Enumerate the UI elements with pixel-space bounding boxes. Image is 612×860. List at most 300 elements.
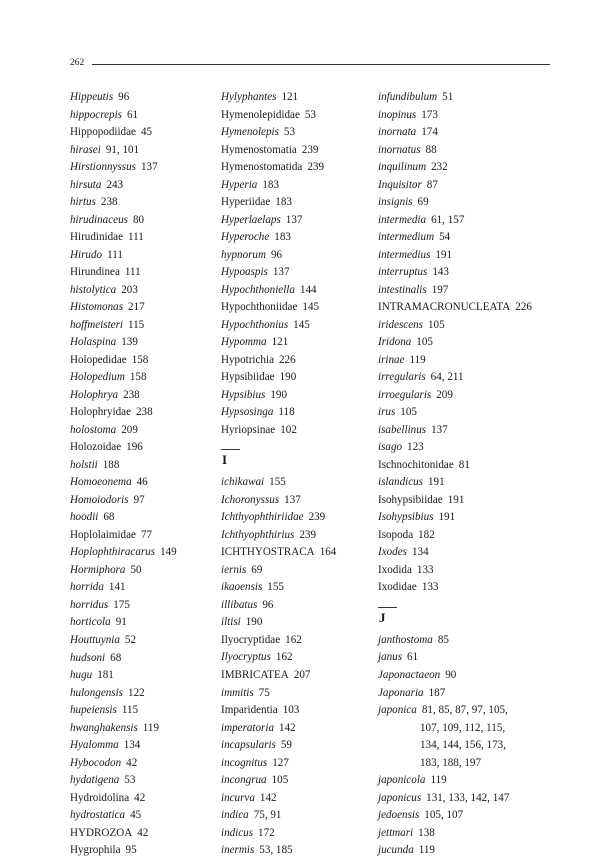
index-page-numbers: 139 bbox=[121, 336, 138, 349]
index-term: japonicus bbox=[378, 791, 422, 804]
index-term: janthostoma bbox=[378, 633, 433, 646]
index-entry bbox=[378, 457, 528, 475]
index-term: inopinus bbox=[378, 108, 417, 121]
index-entry bbox=[70, 229, 220, 247]
index-term: Ixodes bbox=[378, 546, 407, 559]
index-entry bbox=[221, 492, 371, 510]
index-page-numbers: 188 bbox=[102, 458, 120, 471]
index-page-numbers: 239 bbox=[307, 161, 324, 174]
index-page-numbers: 172 bbox=[258, 826, 275, 839]
index-term: Ichthyophthiriidae bbox=[221, 511, 304, 524]
index-entry bbox=[70, 282, 220, 300]
index-entry bbox=[378, 842, 528, 860]
index-term: Hymenostomatia bbox=[221, 143, 297, 156]
index-term: indicus bbox=[221, 826, 254, 839]
index-entry bbox=[378, 807, 528, 825]
index-page-numbers: 183 bbox=[275, 196, 292, 209]
index-entry bbox=[221, 247, 371, 265]
index-page-numbers: 196 bbox=[126, 441, 143, 454]
index-entry bbox=[378, 492, 528, 510]
index-entry bbox=[221, 509, 371, 527]
index-entry bbox=[221, 842, 371, 860]
index-term: Hirundinea bbox=[70, 266, 120, 279]
index-term: ikaoensis bbox=[221, 581, 263, 594]
index-term: IMBRICATEA bbox=[221, 668, 289, 681]
index-term: iernis bbox=[221, 563, 247, 576]
index-term: inquilinum bbox=[378, 161, 427, 174]
index-page-numbers: 69 bbox=[417, 196, 429, 209]
index-entry bbox=[70, 632, 220, 650]
index-term: Hybocodon bbox=[70, 756, 122, 769]
index-entry bbox=[221, 825, 371, 843]
index-entry bbox=[378, 702, 528, 720]
index-page-numbers: 203 bbox=[121, 283, 138, 296]
index-term: japonica bbox=[378, 704, 417, 717]
index-term: intermedia bbox=[378, 213, 427, 226]
index-entry bbox=[221, 369, 371, 387]
index-entry bbox=[378, 474, 528, 492]
index-entry bbox=[221, 404, 371, 422]
index-term: hwanghakensis bbox=[70, 721, 138, 734]
index-entry bbox=[221, 229, 371, 247]
index-entry bbox=[378, 142, 528, 160]
index-term: hulongensis bbox=[70, 686, 124, 699]
index-page-numbers: 209 bbox=[121, 423, 138, 436]
index-page-numbers: 149 bbox=[160, 546, 177, 559]
index-term: Isopoda bbox=[378, 528, 414, 541]
index-entry bbox=[221, 334, 371, 352]
section-letter-heading: J bbox=[379, 609, 386, 625]
index-term: Hypomma bbox=[221, 336, 267, 349]
index-entry bbox=[70, 790, 220, 808]
index-page-numbers: 137 bbox=[285, 213, 303, 226]
index-term: intermedius bbox=[378, 248, 431, 261]
index-term: ichikawai bbox=[221, 476, 265, 489]
index-term: hydatigena bbox=[70, 774, 120, 787]
index-page-numbers: 119 bbox=[418, 844, 435, 857]
index-page-numbers: 80 bbox=[132, 213, 145, 226]
index-page-numbers: 158 bbox=[131, 353, 149, 366]
index-page-numbers: 141 bbox=[108, 581, 126, 594]
index-page-numbers: 53 bbox=[304, 108, 316, 121]
index-entry bbox=[70, 544, 220, 562]
index-entry bbox=[70, 650, 220, 668]
index-term: Hirudo bbox=[70, 248, 103, 261]
index-page-numbers: 155 bbox=[267, 581, 284, 594]
index-term: Hypochthonius bbox=[221, 318, 289, 331]
index-entry bbox=[70, 509, 220, 527]
index-term: Hirstionnyssus bbox=[70, 161, 136, 174]
index-page-numbers: 137 bbox=[272, 266, 290, 279]
index-page-numbers: 115 bbox=[128, 318, 145, 331]
index-entry bbox=[221, 702, 371, 720]
index-entry bbox=[221, 177, 371, 195]
index-term: Hypsosinga bbox=[221, 406, 274, 419]
index-term: Ixodidae bbox=[378, 581, 417, 594]
index-term: Japonactaeon bbox=[378, 668, 441, 681]
index-term: inornata bbox=[378, 126, 417, 139]
index-entry bbox=[70, 387, 220, 405]
index-term: Hormiphora bbox=[70, 563, 126, 576]
index-page-numbers: 91 bbox=[115, 616, 127, 629]
index-term: hirasei bbox=[70, 143, 101, 156]
index-term: islandicus bbox=[378, 476, 423, 489]
index-entry-continuation bbox=[378, 755, 528, 773]
index-page-numbers: 197 bbox=[431, 283, 449, 296]
index-term: Ichoronyssus bbox=[221, 493, 280, 506]
index-term: Histomonas bbox=[70, 301, 124, 314]
index-term: irus bbox=[378, 406, 396, 419]
index-entry bbox=[70, 825, 220, 843]
index-page-numbers: 162 bbox=[275, 651, 293, 664]
index-term: Ixodida bbox=[378, 563, 412, 576]
index-entry bbox=[378, 825, 528, 843]
index-page-numbers: 187 bbox=[428, 686, 446, 699]
index-entry bbox=[221, 614, 371, 632]
index-term: Homoiodoris bbox=[70, 493, 129, 506]
index-page-numbers: 134 bbox=[123, 739, 141, 752]
index-entry bbox=[70, 474, 220, 492]
index-entry bbox=[221, 737, 371, 755]
index-page-numbers: 42 bbox=[126, 756, 138, 769]
index-page-numbers: 145 bbox=[293, 318, 310, 331]
index-entry bbox=[221, 124, 371, 142]
index-entry bbox=[70, 842, 220, 860]
index-entry bbox=[70, 614, 220, 632]
index-page-numbers: 87 bbox=[426, 178, 438, 191]
index-term: Hygrophila bbox=[70, 844, 121, 857]
index-page-numbers: 102 bbox=[280, 423, 297, 436]
index-page-numbers: 85 bbox=[437, 633, 449, 646]
index-term: infundibulum bbox=[378, 91, 438, 103]
index-entry bbox=[70, 422, 220, 440]
index-page-numbers: 105 bbox=[400, 406, 417, 419]
index-term: horridus bbox=[70, 598, 109, 611]
index-entry bbox=[221, 579, 371, 597]
index-term: imperatoria bbox=[221, 721, 275, 734]
index-page-numbers: 46 bbox=[136, 476, 148, 489]
index-page-numbers: 103 bbox=[282, 704, 300, 717]
index-page-numbers: 243 bbox=[106, 178, 124, 191]
index-entry bbox=[70, 685, 220, 703]
index-term: horticola bbox=[70, 616, 111, 629]
index-page-numbers: 209 bbox=[436, 388, 453, 401]
index-page-numbers: 226 bbox=[279, 353, 296, 366]
index-page-numbers: 96 bbox=[262, 598, 274, 611]
index-term: Hymenolepis bbox=[221, 126, 279, 139]
index-entry bbox=[221, 212, 371, 230]
index-term: irroegularis bbox=[378, 388, 432, 401]
index-term: HYDROZOA bbox=[70, 826, 133, 839]
index-term: hypnorum bbox=[221, 248, 266, 261]
index-page-numbers: 51 bbox=[442, 91, 454, 103]
index-page-numbers: 91, 101 bbox=[105, 143, 140, 156]
index-page-numbers: 190 bbox=[270, 388, 288, 401]
index-page-numbers: 190 bbox=[279, 371, 297, 384]
index-entry bbox=[70, 212, 220, 230]
index-page-numbers: 173 bbox=[421, 108, 438, 121]
index-entry bbox=[70, 159, 220, 177]
index-page-numbers: 59 bbox=[280, 739, 292, 752]
index-page-numbers: 53 bbox=[124, 774, 136, 787]
index-term: horrida bbox=[70, 581, 104, 594]
index-term: hupeiensis bbox=[70, 704, 117, 717]
index-term: Isohypsibius bbox=[378, 511, 434, 524]
index-term: irinae bbox=[378, 353, 405, 366]
index-term: janus bbox=[378, 651, 403, 664]
index-page-numbers: 50 bbox=[130, 563, 142, 576]
index-page-numbers: 115 bbox=[121, 704, 139, 717]
index-term: histolytica bbox=[70, 283, 117, 296]
index-page-numbers: 75, 91 bbox=[253, 809, 282, 822]
index-term: Inquisitor bbox=[378, 178, 422, 191]
index-term: hoffmeisteri bbox=[70, 318, 123, 331]
index-term: intermedium bbox=[378, 231, 435, 244]
index-page-numbers: 239 bbox=[301, 143, 319, 156]
index-page-numbers: 77 bbox=[140, 528, 153, 541]
index-term: Hyperlaelaps bbox=[221, 213, 281, 226]
index-entry bbox=[70, 755, 220, 773]
index-page-numbers: 54 bbox=[439, 231, 451, 244]
index-entry bbox=[378, 264, 528, 282]
index-entry bbox=[221, 667, 371, 685]
index-term: incognitus bbox=[221, 756, 268, 769]
index-term: Hyperoche bbox=[221, 231, 270, 244]
index-entry bbox=[378, 159, 528, 177]
index-entry bbox=[70, 247, 220, 265]
index-page-numbers: 217 bbox=[128, 301, 145, 314]
index-entry bbox=[378, 124, 528, 142]
index-term: Holopedium bbox=[70, 371, 125, 384]
index-page-numbers: 239 bbox=[299, 528, 316, 541]
index-page-numbers: 111 bbox=[124, 266, 141, 279]
index-term: hudsoni bbox=[70, 651, 106, 664]
index-term: Holophryidae bbox=[70, 406, 131, 419]
index-entry bbox=[70, 124, 220, 142]
index-term: holostoma bbox=[70, 423, 117, 436]
index-term: inornatus bbox=[378, 143, 421, 156]
index-page-numbers: 183, 188, 197 bbox=[420, 756, 482, 769]
index-term: Hydroidolina bbox=[70, 791, 130, 804]
index-entry bbox=[378, 229, 528, 247]
index-term: indica bbox=[221, 809, 249, 822]
index-term: inermis bbox=[221, 844, 255, 857]
index-term: Hirudinidae bbox=[70, 231, 123, 244]
index-entry bbox=[378, 352, 528, 370]
index-page-numbers: 162 bbox=[285, 633, 302, 646]
index-page-numbers: 142 bbox=[259, 791, 277, 804]
index-entry bbox=[221, 685, 371, 703]
index-page-numbers: 137 bbox=[284, 493, 301, 506]
index-page-numbers: 69 bbox=[251, 563, 263, 576]
index-entry bbox=[70, 334, 220, 352]
index-term: Iridona bbox=[378, 336, 412, 349]
index-page-numbers: 232 bbox=[431, 161, 448, 174]
index-term: ICHTHYOSTRACA bbox=[221, 546, 315, 559]
index-term: Hymenostomatida bbox=[221, 161, 303, 174]
index-entry bbox=[378, 369, 528, 387]
index-page-numbers: 111 bbox=[128, 231, 144, 244]
index-term: isago bbox=[378, 441, 403, 454]
index-entry bbox=[221, 142, 371, 160]
index-entry bbox=[221, 89, 371, 107]
index-page-numbers: 142 bbox=[279, 721, 296, 734]
index-page-numbers: 45 bbox=[140, 126, 153, 139]
index-page-numbers: 97 bbox=[133, 493, 145, 506]
index-page-numbers: 183 bbox=[274, 231, 291, 244]
index-term: incapsularis bbox=[221, 739, 276, 752]
index-page-numbers: 68 bbox=[103, 511, 115, 524]
index-page-numbers: 191 bbox=[435, 248, 453, 261]
index-term: intestinalis bbox=[378, 283, 427, 296]
index-page-numbers: 182 bbox=[418, 528, 435, 541]
index-entry bbox=[221, 474, 371, 492]
index-term: Hyalomma bbox=[70, 739, 119, 752]
index-entry-continuation bbox=[378, 737, 528, 755]
index-term: Japonaria bbox=[378, 686, 424, 699]
index-term: Ischnochitonidae bbox=[378, 458, 454, 471]
index-entry bbox=[221, 159, 371, 177]
index-page-numbers: 175 bbox=[113, 598, 130, 611]
index-page-numbers: 119 bbox=[409, 353, 426, 366]
index-entry bbox=[378, 299, 532, 317]
index-term: isabellinus bbox=[378, 423, 427, 436]
index-term: Hoplolaimidae bbox=[70, 528, 136, 541]
index-entry bbox=[378, 685, 528, 703]
index-page-numbers: 158 bbox=[129, 371, 147, 384]
index-entry bbox=[378, 404, 528, 422]
index-entry bbox=[378, 89, 528, 107]
index-entry bbox=[221, 755, 371, 773]
index-term: Hylyphantes bbox=[221, 91, 277, 103]
index-page-numbers: 121 bbox=[271, 336, 289, 349]
index-page-numbers: 53 bbox=[283, 126, 296, 139]
index-term: insignis bbox=[378, 196, 413, 209]
index-entry bbox=[70, 299, 220, 317]
index-term: Hyperia bbox=[221, 178, 258, 191]
index-entry bbox=[221, 299, 371, 317]
index-entry bbox=[70, 807, 220, 825]
index-entry bbox=[70, 177, 220, 195]
index-page-numbers: 119 bbox=[142, 721, 160, 734]
index-term: hirsuta bbox=[70, 178, 102, 191]
index-page-numbers: 61, 157 bbox=[431, 213, 465, 226]
index-page-numbers: 238 bbox=[136, 406, 153, 419]
index-term: iridescens bbox=[378, 318, 423, 331]
index-entry bbox=[70, 264, 220, 282]
index-entry bbox=[70, 720, 220, 738]
index-entry bbox=[70, 439, 220, 457]
index-entry bbox=[221, 352, 371, 370]
index-entry bbox=[70, 317, 220, 335]
index-entry bbox=[70, 527, 220, 545]
index-term: Hypsibiidae bbox=[221, 371, 275, 384]
index-entry bbox=[70, 772, 220, 790]
section-letter-heading: I bbox=[222, 452, 228, 468]
index-page-numbers: 75 bbox=[258, 686, 270, 699]
index-entry bbox=[70, 352, 220, 370]
index-entry bbox=[221, 597, 371, 615]
index-page-numbers: 183 bbox=[262, 178, 279, 191]
index-term: interruptus bbox=[378, 266, 428, 279]
index-entry bbox=[378, 544, 528, 562]
index-page-numbers: 42 bbox=[134, 791, 146, 804]
index-term: jucunda bbox=[378, 844, 414, 857]
index-entry bbox=[70, 597, 220, 615]
index-page-numbers: 61 bbox=[126, 108, 139, 121]
index-page-numbers: 107, 109, 112, 115, bbox=[420, 721, 506, 734]
index-page-numbers: 119 bbox=[430, 774, 447, 787]
index-term: Hyriopsinae bbox=[221, 423, 276, 436]
index-entry bbox=[221, 194, 371, 212]
index-page-numbers: 105, 107 bbox=[424, 809, 464, 822]
index-entry bbox=[221, 807, 371, 825]
index-page-numbers: 53, 185 bbox=[259, 844, 293, 857]
index-term: holstii bbox=[70, 458, 98, 471]
index-page-numbers: 64, 211 bbox=[430, 371, 464, 384]
index-column-1 bbox=[70, 89, 220, 860]
index-page-numbers: 122 bbox=[128, 686, 145, 699]
index-term: Hypoaspis bbox=[221, 266, 268, 279]
index-page-numbers: 123 bbox=[407, 441, 424, 454]
index-page-numbers: 68 bbox=[110, 651, 122, 664]
index-entry bbox=[70, 737, 220, 755]
index-page-numbers: 191 bbox=[447, 493, 465, 506]
index-entry bbox=[221, 772, 371, 790]
index-term: hydrostatica bbox=[70, 809, 126, 822]
index-entry bbox=[221, 387, 371, 405]
index-entry bbox=[221, 544, 371, 562]
index-entry bbox=[70, 369, 220, 387]
index-term: hugu bbox=[70, 669, 93, 682]
index-page-numbers: 42 bbox=[137, 826, 149, 839]
index-page-numbers: 133 bbox=[421, 581, 439, 594]
index-entry bbox=[70, 579, 220, 597]
index-page-numbers: 138 bbox=[418, 826, 435, 839]
index-entry bbox=[378, 107, 528, 125]
index-term: incongrua bbox=[221, 774, 267, 787]
index-entry bbox=[378, 667, 528, 685]
index-entry bbox=[378, 562, 528, 580]
index-page-numbers: 134, 144, 156, 173, bbox=[420, 739, 506, 752]
index-entry bbox=[378, 527, 528, 545]
index-entry bbox=[378, 509, 528, 527]
index-entry bbox=[378, 282, 528, 300]
index-page-numbers: 96 bbox=[118, 91, 130, 103]
index-term: Holopedidae bbox=[70, 353, 127, 366]
index-page-numbers: 81 bbox=[458, 458, 470, 471]
index-term: Isohypsibiidae bbox=[378, 493, 443, 506]
index-page-numbers: 143 bbox=[432, 266, 449, 279]
index-entry bbox=[70, 562, 220, 580]
index-term: Holophrya bbox=[70, 388, 119, 401]
index-page-numbers: 238 bbox=[100, 196, 118, 209]
index-entry bbox=[221, 282, 371, 300]
index-page-numbers: 174 bbox=[421, 126, 438, 139]
index-entry bbox=[221, 317, 371, 335]
index-page-numbers: 155 bbox=[269, 476, 286, 489]
index-entry bbox=[70, 667, 220, 685]
index-page-numbers: 81, 85, 87, 97, 105, bbox=[421, 704, 508, 717]
index-entry bbox=[221, 264, 371, 282]
index-term: Ichthyophthirius bbox=[221, 528, 295, 541]
index-page-numbers: 61 bbox=[407, 651, 419, 664]
index-term: jedoensis bbox=[378, 809, 420, 822]
index-page-numbers: 95 bbox=[125, 844, 137, 857]
index-entry bbox=[70, 702, 220, 720]
index-term: Holozoidae bbox=[70, 441, 122, 454]
index-term: Hypochthoniella bbox=[221, 283, 295, 296]
